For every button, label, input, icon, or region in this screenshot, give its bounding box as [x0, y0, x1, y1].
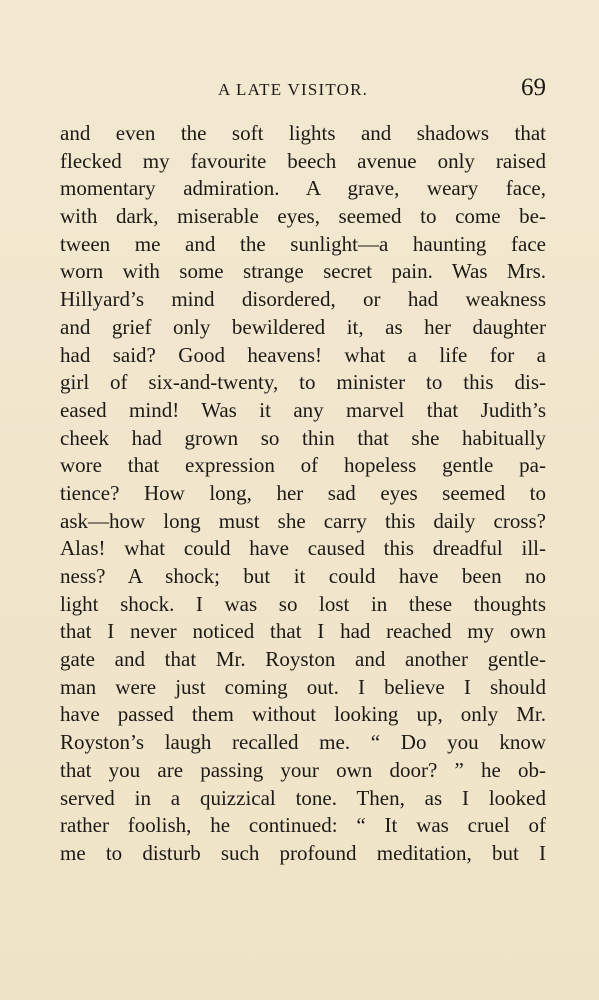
text-line: ask—how long must she carry this daily cross? [60, 508, 546, 533]
text-line: rather foolish, he continued: “ It was cruel of [60, 813, 546, 838]
text-line: me to disturb such profound meditation, but I [60, 840, 546, 865]
text-line: man were just coming out. I believe I should [60, 674, 546, 699]
text-line: cheek had grown so thin that she habitually [60, 425, 546, 450]
body-text [60, 120, 546, 868]
text-line: and even the soft lights and shadows that [60, 121, 546, 145]
text-line: gate and that Mr. Royston and another gentle- [60, 647, 546, 672]
text-line: Alas! what could have caused this dreadful ill- [60, 536, 546, 561]
text-line: had said? Good heavens! what a life for a [60, 342, 546, 367]
text-line: Royston’s laugh recalled me. “ Do you know [60, 730, 546, 755]
text-line: flecked my favourite beech avenue only raised [60, 148, 546, 173]
text-line: with dark, miserable eyes, seemed to come be- [60, 204, 546, 229]
text-line: that you are passing your own door? ” he ob- [60, 757, 546, 782]
text-line: girl of six-and-twenty, to minister to this dis- [60, 370, 546, 395]
text-line: eased mind! Was it any marvel that Judith’s [60, 397, 546, 422]
text-line: momentary admiration. A grave, weary face, [60, 176, 546, 201]
text-line: worn with some strange secret pain. Was Mrs. [60, 259, 546, 284]
text-line: served in a quizzical tone. Then, as I looked [60, 785, 546, 810]
text-line: tween me and the sunlight—a haunting face [60, 231, 546, 256]
text-line: tience? How long, her sad eyes seemed to [60, 480, 546, 505]
text-line: have passed them without looking up, only Mr. [60, 702, 546, 727]
text-line: that I never noticed that I had reached my own [60, 619, 546, 644]
page-number: 69 [521, 74, 546, 101]
text-line: and grief only bewildered it, as her daughter [60, 314, 546, 339]
running-head [60, 76, 546, 106]
text-line: wore that expression of hopeless gentle pa- [60, 453, 546, 478]
text-line: Hillyard’s mind disordered, or had weakness [60, 287, 546, 312]
text-line: ness? A shock; but it could have been no [60, 564, 546, 588]
text-line: light shock. I was so lost in these thoughts [60, 591, 546, 616]
running-title: A LATE VISITOR. [218, 80, 369, 99]
